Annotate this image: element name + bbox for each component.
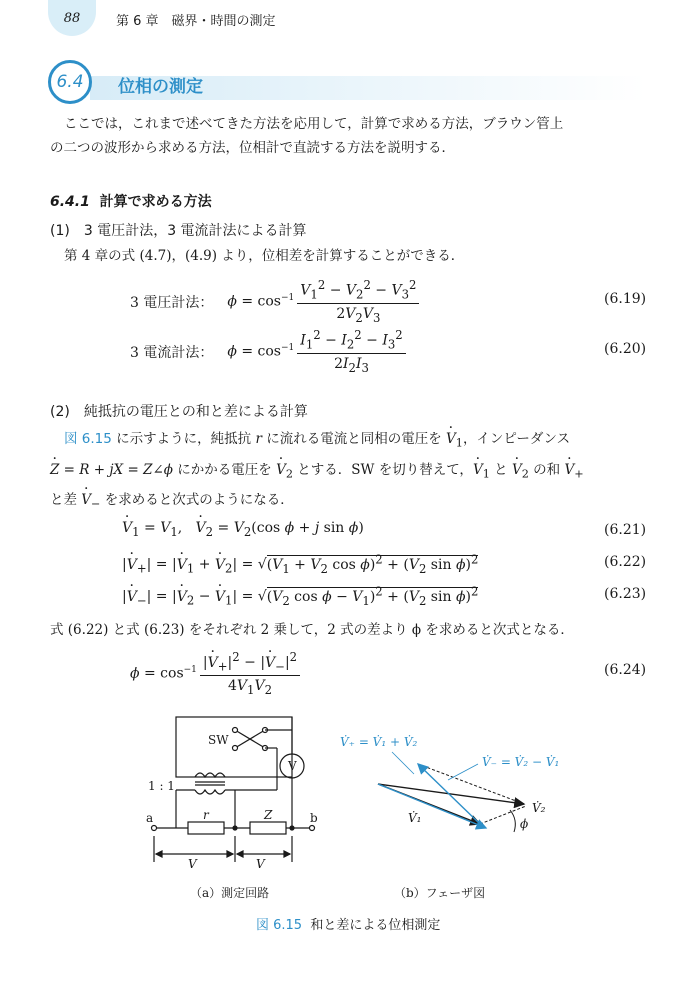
phasor-label-diff: V̇₋ = V̇₂ − V̇₁: [482, 755, 560, 769]
item2-after-text: 式 (6.22) と式 (6.23) をそれぞれ 2 乗して，2 式の差より ϕ を求めると次式となる．: [50, 622, 574, 638]
phasor-v2: [378, 784, 524, 804]
circuit-label-b: b: [310, 811, 318, 825]
circuit-label-ratio: 1 : 1: [148, 779, 175, 793]
eq620-number: (6.20): [604, 341, 647, 357]
equation-6-23: |· $V_-|$ = |· $V_2$ − · $V_1| = √(V_2$ $\cos \phi - V_1)^2 + (V_2$ sin ϕ)$^2$: [122, 584, 478, 607]
intro-line-2: の二つの波形から求める方法，位相計で直読する方法を説明する．: [50, 140, 455, 156]
equation-6-22: |· $V_+|$ = |· $V_1$ + · $V_2| = √(V_1 + V_2$ $\cos \phi)^2 + (V_2$ sin ϕ)$^2$: [122, 552, 478, 575]
section-title: 位相の測定: [118, 77, 203, 97]
eq624-number: (6.24): [604, 662, 647, 678]
measurement-circuit-diagram: [140, 712, 340, 872]
equation-6-19: 3 電圧計法： $\phi = \cos^{-1}$ $\frac{V_1^2 - V_2^2 - V_3^2}{2V_2V_3}$: [130, 278, 422, 325]
phasor-sum: [378, 784, 486, 828]
phasor-diagram: [330, 724, 560, 864]
subsection-heading: [50, 191, 212, 211]
item1-text: 第 4 章の式 (4.7)，(4.9) より，位相差を計算することができる．: [64, 248, 465, 264]
voltmeter-label: V: [288, 759, 297, 773]
phasor-label-v1: V̇₁: [408, 811, 422, 825]
figure-caption: [256, 914, 440, 933]
phasor-label-phi: ϕ: [520, 817, 529, 831]
circuit-label-sw: SW: [208, 733, 229, 747]
item2-heading: (2) 純抵抗の電圧との和と差による計算: [50, 404, 308, 420]
resistor-r: [188, 822, 224, 834]
intro-line-1: ここでは，これまで述べてきた方法を応用して，計算で求める方法，ブラウン管上: [64, 116, 564, 132]
subsection-title: 計算で求める方法: [99, 194, 212, 210]
eq620-label: 3 電流計法：: [130, 344, 214, 361]
intro-paragraph: [50, 112, 650, 160]
item1-heading: (1) 3 電圧計法，3 電流計法による計算: [50, 223, 307, 239]
impedance-z: [250, 822, 286, 834]
eq619-number: (6.19): [604, 291, 647, 307]
subsection-number: 6.4.1: [50, 194, 90, 210]
phasor-diff: [418, 764, 480, 824]
figure-caption-text: 和と差による位相測定: [310, 918, 441, 933]
circuit-label-r: r: [203, 808, 209, 822]
eq622-number: (6.22): [604, 554, 647, 570]
subcaption-b: （b）フェーザ図: [394, 886, 486, 900]
eq619-label: 3 電圧計法：: [130, 294, 214, 311]
phasor-label-v2: V̇₂: [532, 801, 546, 815]
section-number: 6.4: [48, 60, 92, 104]
equation-6-20: 3 電流計法： $\phi = \cos^{-1}$ $\frac{I_1^2 - I_2^2 - I_3^2}{2I_2I_3}$: [130, 328, 409, 375]
figure-reference-link[interactable]: 図 6.15: [64, 431, 112, 447]
terminal-a: [152, 826, 157, 831]
transformer-secondary: [195, 790, 225, 794]
equation-6-21: · $V_1 = V_1$, · $V_2 = V_2(\cos$ ϕ + j sin ϕ): [122, 520, 364, 539]
equation-6-24: $\phi = \cos^{-1}$ $\frac{|\cdot V_+|^2 - |\cdot V_-|^2}{4V_1V_2}$: [130, 650, 303, 697]
chapter-header: 第 6 章 磁界・時間の測定: [116, 14, 276, 29]
eq623-number: (6.23): [604, 586, 647, 602]
circuit-label-v2: V: [256, 857, 265, 871]
terminal-b: [310, 826, 315, 831]
circuit-label-v1: V: [188, 857, 197, 871]
page-number: 88: [48, 0, 96, 36]
circuit-label-z: Z: [264, 808, 273, 822]
eq621-number: (6.21): [604, 522, 647, 538]
subcaption-a: （a）測定回路: [190, 886, 270, 900]
item2-paragraph: 図 6.15 に示すように，純抵抗 r に流れる電流と同相の電圧を · $V_1$，インピーダンス · Z = R + jX = Z∠ϕ にかかる電圧を · $V_2$ とする．SW を切り替えて，· $V_1$ と · $V_2$ の和 · $V_+$ と差 · $V_-$ を求めると次式のようになる．: [50, 426, 650, 518]
figure-caption-number: 図 6.15: [256, 918, 303, 933]
circuit-label-a: a: [146, 811, 154, 825]
phasor-label-sum: V̇₊ = V̇₁ + V̇₂: [340, 735, 418, 749]
